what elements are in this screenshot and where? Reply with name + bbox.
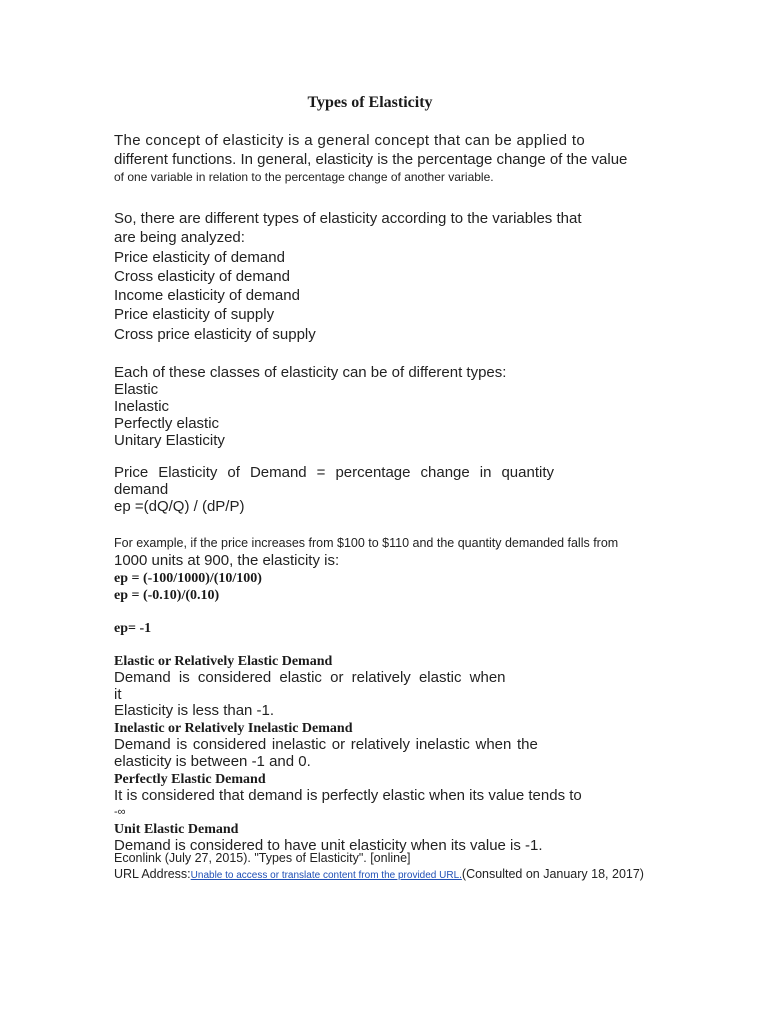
formula-word: in [479,464,492,481]
formula-word: = [316,464,326,481]
citation-consulted: (Consulted on January 18, 2017) [461,867,644,881]
definition-line: Demand is considered to have unit elasticity when its value is -1. [114,836,543,854]
example-calc-2: ep = (-0.10)/(0.10) [114,588,220,603]
definition-line-text: Demand is considered elastic or relatively elastic when it [114,669,506,703]
definitions-section [114,653,594,855]
definition-line [114,670,518,703]
intro-line-2: different functions. In general, elasticity is the percentage change of the value [114,151,628,168]
class-item: Elastic [114,381,159,398]
definition-line: elasticity is between -1 and 0. [114,752,311,770]
class-item: Perfectly elastic [114,415,220,432]
type-item: Income elasticity of demand [114,287,300,305]
formula-section [114,464,554,515]
formula-line-1 [114,464,554,481]
formula-word: Demand [249,464,307,481]
types-section [114,209,614,344]
class-item: Unitary Elasticity [114,432,225,449]
definition-heading: Inelastic or Relatively Inelastic Demand [114,721,353,737]
example-result: ep= -1 [114,621,152,636]
definition-line: It is considered that demand is perfectly elastic when its value tends to [114,786,582,804]
type-item: Price elasticity of demand [114,248,285,266]
classes-section [114,364,637,449]
citation-url-prefix: URL Address: [114,867,191,881]
definition-line: Demand is considered inelastic or relatively inelastic when the [114,736,538,754]
intro-line-3: of one variable in relation to the percentage change of another variable. [114,170,494,184]
citation-url-line [114,866,674,884]
types-intro-line-1: So, there are different types of elasticity according to the variables that [114,210,582,227]
citation-source: Econlink (July 27, 2015). "Types of Elasticity". [online] [114,851,411,865]
citation [114,850,674,884]
formula-word: percentage [335,464,411,481]
formula-word: Elasticity [158,464,218,481]
formula-line-2: demand [114,481,169,498]
intro-paragraph [114,131,637,185]
type-item: Cross price elasticity of supply [114,325,316,343]
definition-heading: Elastic or Relatively Elastic Demand [114,654,333,669]
definition-line: -∞ [114,806,126,819]
type-item: Price elasticity of supply [114,306,275,324]
intro-line-1-text: The concept of elasticity is a general concept that can be applied to [114,132,586,149]
formula-word: quantity [501,464,554,481]
definition-heading: Unit Elastic Demand [114,821,239,837]
definition-heading: Perfectly Elastic Demand [114,771,266,787]
types-intro-line-2: are being analyzed: [114,229,245,247]
formula-word: Price [114,464,149,481]
formula-equation: ep =(dQ/Q) / (dP/P) [114,498,245,515]
intro-line-1 [114,131,637,150]
citation-url-link[interactable]: Unable to access or translate content from the provided URL. [190,870,462,881]
definition-line: Elasticity is less than -1. [114,702,275,720]
formula-word: change [420,464,470,481]
page-title: Types of Elasticity [307,94,433,111]
class-item: Inelastic [114,398,170,415]
example-section [114,535,654,604]
example-line-1: For example, if the price increases from $100 to $110 and the quantity demanded falls from [114,536,619,550]
classes-intro: Each of these classes of elasticity can be of different types: [114,364,507,381]
formula-word: of [227,464,240,481]
type-item: Cross elasticity of demand [114,267,290,285]
example-calc-1: ep = (-100/1000)/(10/100) [114,571,262,586]
example-line-2: 1000 units at 900, the elasticity is: [114,552,340,569]
